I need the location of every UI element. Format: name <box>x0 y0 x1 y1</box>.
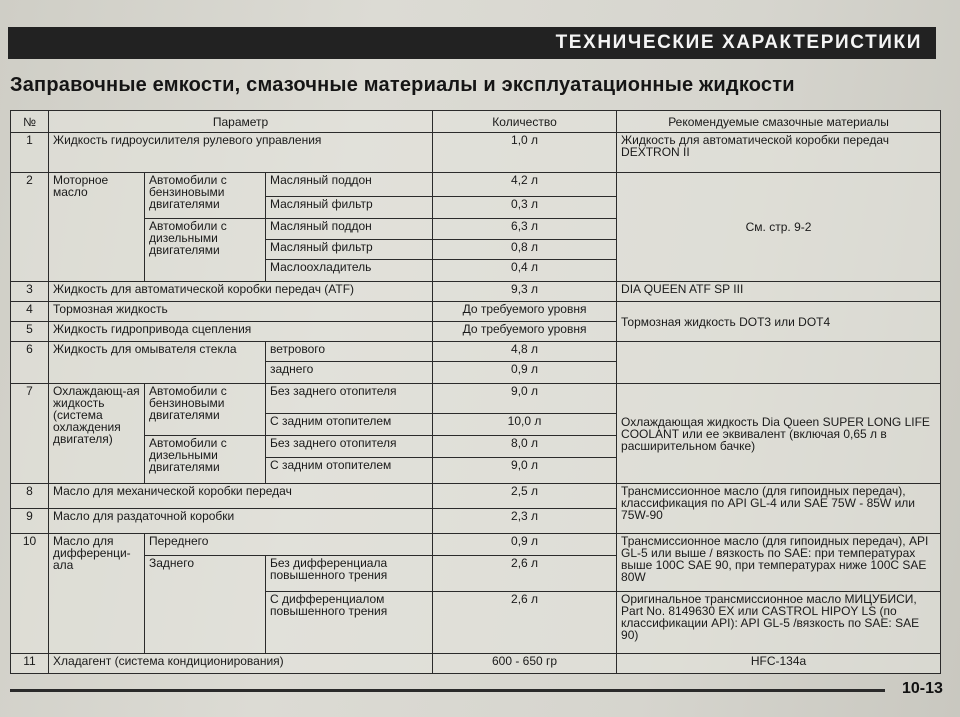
parameter-cell: Жидкость для автоматической коробки передач (ATF) <box>49 282 433 302</box>
chapter-title: ТЕХНИЧЕСКИЕ ХАРАКТЕРИСТИКИ <box>555 32 922 53</box>
subparameter-cell: Без дифференциала повышенного трения <box>266 556 433 592</box>
quantity-cell: 1,0 л <box>433 133 617 173</box>
header-recommended: Рекомендуемые смазочные материалы <box>617 111 941 133</box>
quantity-cell: 2,6 л <box>433 592 617 654</box>
subparameter-cell: С дифференциалом повышенного трения <box>266 592 433 654</box>
quantity-cell: 0,9 л <box>433 362 617 384</box>
row-number: 8 <box>11 484 49 509</box>
row-number: 10 <box>11 534 49 654</box>
recommended-cell: См. стр. 9-2 <box>617 173 941 282</box>
parameter-cell: Жидкость гидроусилителя рулевого управления <box>49 133 433 173</box>
quantity-cell: 9,0 л <box>433 384 617 414</box>
subparameter-cell: Масляный поддон <box>266 173 433 197</box>
recommended-cell: HFC-134a <box>617 654 941 674</box>
quantity-cell: 2,5 л <box>433 484 617 509</box>
parameter-cell: Хладагент (система кондиционирования) <box>49 654 433 674</box>
chapter-banner <box>8 27 936 59</box>
row-number: 3 <box>11 282 49 302</box>
quantity-cell: 8,0 л <box>433 436 617 458</box>
subparameter-cell: Маслоохладитель <box>266 260 433 282</box>
quantity-cell: 2,6 л <box>433 556 617 592</box>
table-row <box>11 342 941 362</box>
footer-divider <box>10 689 885 692</box>
subparameter-cell: Масляный фильтр <box>266 197 433 219</box>
quantity-cell: 0,8 л <box>433 240 617 260</box>
quantity-cell: 6,3 л <box>433 219 617 240</box>
table-row <box>11 534 941 556</box>
page-number: 10-13 <box>902 680 943 697</box>
quantity-cell: 2,3 л <box>433 509 617 534</box>
quantity-cell: До требуемого уровня <box>433 322 617 342</box>
subparameter-cell: С задним отопителем <box>266 458 433 484</box>
quantity-cell: 9,3 л <box>433 282 617 302</box>
table-row <box>11 654 941 674</box>
row-number: 11 <box>11 654 49 674</box>
table-row <box>11 173 941 197</box>
header-no: № <box>11 111 49 133</box>
row-number: 5 <box>11 322 49 342</box>
table-row <box>11 484 941 509</box>
subgroup-cell: Автомобили с дизельными двигателями <box>145 436 266 484</box>
row-number: 1 <box>11 133 49 173</box>
subgroup-cell: Заднего <box>145 556 266 654</box>
parameter-cell: Масло для механической коробки передач <box>49 484 433 509</box>
quantity-cell: 600 - 650 гр <box>433 654 617 674</box>
parameter-cell: Моторное масло <box>49 173 145 282</box>
recommended-cell: Трансмиссионное масло (для гипоидных передач), API GL-5 или выше / вязкость по SAE: при температурах выше 100С SAE 90, при температурах ниже 100С SAE 80W <box>617 534 941 592</box>
quantity-cell: 0,9 л <box>433 534 617 556</box>
header-parameter: Параметр <box>49 111 433 133</box>
section-title: Заправочные емкости, смазочные материалы и эксплуатационные жидкости <box>10 74 795 96</box>
recommended-cell: Жидкость для автоматической коробки передач DEXTRON II <box>617 133 941 173</box>
recommended-cell <box>617 342 941 384</box>
table-row <box>11 282 941 302</box>
subparameter-cell: С задним отопителем <box>266 414 433 436</box>
subparameter-cell: заднего <box>266 362 433 384</box>
recommended-cell: Оригинальное трансмиссионное масло МИЦУБИСИ, Part No. 8149630 EX или CASTROL HIPOY LS (по классификации API): API GL-5 /вязкость по SAE: SAE 90) <box>617 592 941 654</box>
row-number: 4 <box>11 302 49 322</box>
recommended-cell: DIA QUEEN ATF SP III <box>617 282 941 302</box>
row-number: 2 <box>11 173 49 282</box>
subparameter-cell: Без заднего отопителя <box>266 384 433 414</box>
subgroup-cell: Автомобили с дизельными двигателями <box>145 219 266 282</box>
parameter-cell: Жидкость для омывателя стекла <box>49 342 266 384</box>
quantity-cell: 9,0 л <box>433 458 617 484</box>
table-row <box>11 384 941 414</box>
header-quantity: Количество <box>433 111 617 133</box>
parameter-cell: Тормозная жидкость <box>49 302 433 322</box>
table-row <box>11 133 941 173</box>
quantity-cell: 0,3 л <box>433 197 617 219</box>
subparameter-cell: Без заднего отопителя <box>266 436 433 458</box>
quantity-cell: 4,2 л <box>433 173 617 197</box>
subparameter-cell: ветрового <box>266 342 433 362</box>
parameter-cell: Масло для раздаточной коробки <box>49 509 433 534</box>
quantity-cell: 4,8 л <box>433 342 617 362</box>
subgroup-cell: Переднего <box>145 534 433 556</box>
recommended-cell: Охлаждающая жидкость Dia Queen SUPER LONG LIFE COOLANT или ее эквивалент (включая 0,65 л в расширительном бачке) <box>617 384 941 484</box>
row-number: 7 <box>11 384 49 484</box>
quantity-cell: До требуемого уровня <box>433 302 617 322</box>
row-number: 6 <box>11 342 49 384</box>
recommended-cell: Трансмиссионное масло (для гипоидных передач), классификация по API GL-4 или SAE 75W - 85W или 75W-90 <box>617 484 941 534</box>
parameter-cell: Масло для дифференци-ала <box>49 534 145 654</box>
row-number: 9 <box>11 509 49 534</box>
fluids-table <box>10 110 941 674</box>
parameter-cell: Жидкость гидропривода сцепления <box>49 322 433 342</box>
quantity-cell: 10,0 л <box>433 414 617 436</box>
table-header-row <box>11 111 941 133</box>
parameter-cell: Охлаждающ-ая жидкость (система охлаждения двигателя) <box>49 384 145 484</box>
quantity-cell: 0,4 л <box>433 260 617 282</box>
subgroup-cell: Автомобили с бензиновыми двигателями <box>145 173 266 219</box>
table-row <box>11 302 941 322</box>
recommended-cell: Тормозная жидкость DOT3 или DOT4 <box>617 302 941 342</box>
subparameter-cell: Масляный фильтр <box>266 240 433 260</box>
subgroup-cell: Автомобили с бензиновыми двигателями <box>145 384 266 436</box>
subparameter-cell: Масляный поддон <box>266 219 433 240</box>
